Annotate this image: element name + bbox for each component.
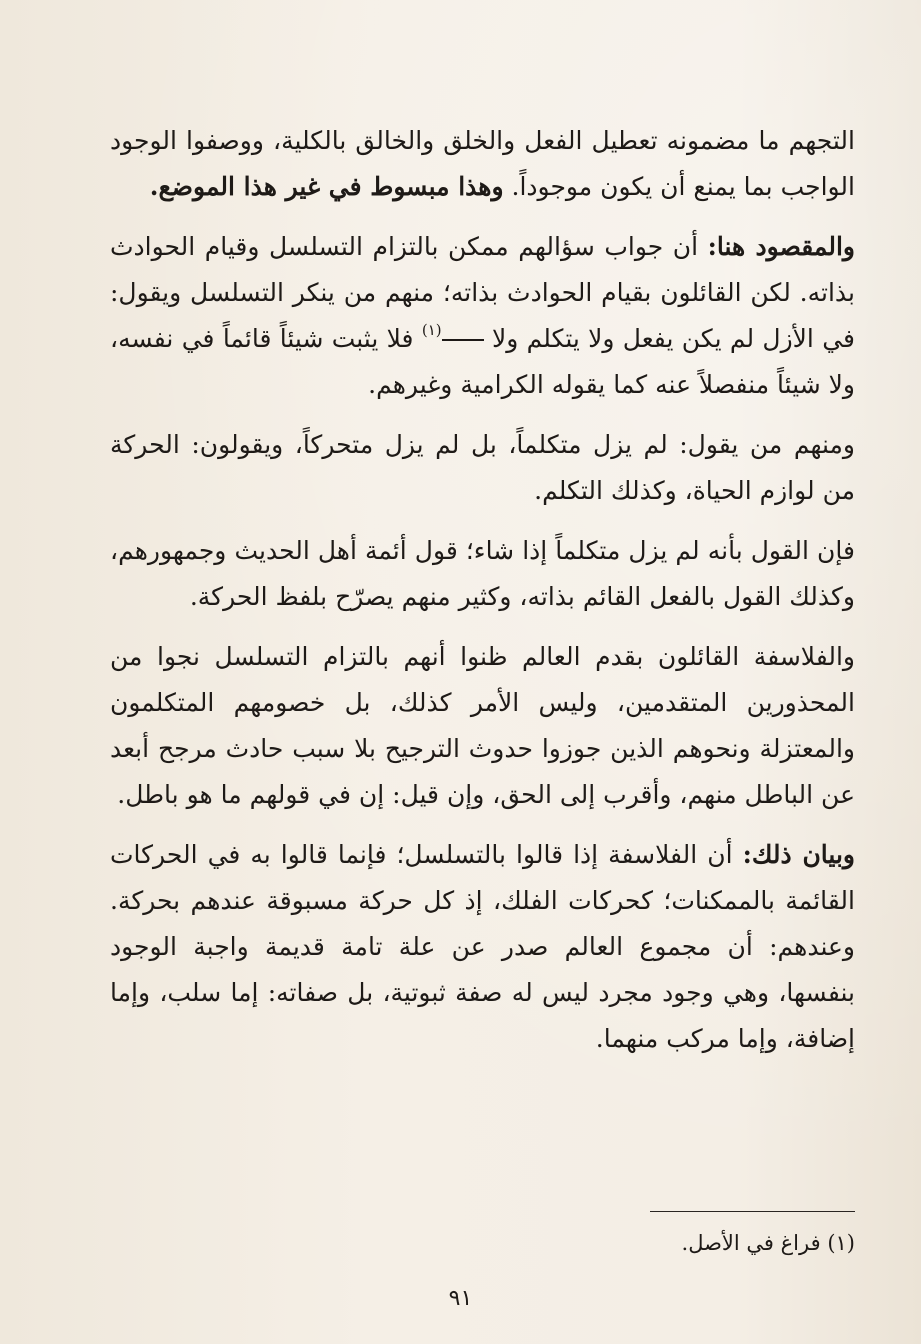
page-number: ٩١ xyxy=(448,1286,473,1311)
paragraph-4: فإن القول بأنه لم يزل متكلماً إذا شاء؛ قول أئمة أهل الحديث وجمهورهم، وكذلك القول بالفعل القائم بذاته، وكثير منهم يصرّح بلفظ الحركة. xyxy=(110,536,855,611)
paragraph-2 xyxy=(110,224,855,408)
paragraph-2-text-a: أن جواب سؤالهم ممكن بالتزام التسلسل وقيام الحوادث بذاته. لكن القائلون بقيام الحوادث بذاته؛ منهم من ينكر التسلسل ويقول: في الأزل لم يكن يفعل ولا يتكلم ولا xyxy=(110,232,855,353)
paragraph-1-bold: وهذا مبسوط في غير هذا الموضع. xyxy=(149,172,504,201)
paragraph-3: ومنهم من يقول: لم يزل متكلماً، بل لم يزل متحركاً، ويقولون: الحركة من لوازم الحياة، وكذلك التكلم. xyxy=(110,430,855,505)
footnote-reference: (١) xyxy=(421,321,442,339)
footnote-text: فراغ في الأصل. xyxy=(681,1231,821,1255)
paragraph-6-text: أن الفلاسفة إذا قالوا بالتسلسل؛ فإنما قالوا به في الحركات القائمة بالممكنات؛ كحركات الفلك، إذ كل حركة مسبوقة عندهم بحركة. وعندهم: أن مجموع العالم صدر عن علة تامة قديمة واجبة الوجود بنفسها، وهي وجود مجرد ليس له صفة ثبوتية، بل صفاته: إما سلب، وإما إضافة، وإما مركب منهما. xyxy=(110,840,855,1053)
main-text xyxy=(110,118,855,1076)
footnote-divider xyxy=(650,1211,855,1212)
paragraph-6-lead: وبيان ذلك: xyxy=(742,840,855,869)
blank-gap-line xyxy=(442,339,484,341)
paragraph-1 xyxy=(110,118,855,210)
paragraph-2-lead: والمقصود هنا: xyxy=(707,232,855,261)
footnote-marker: (١) xyxy=(827,1231,855,1255)
paragraph-6 xyxy=(110,832,855,1062)
footnote xyxy=(110,1226,855,1260)
paragraph-1-text: التجهم ما مضمونه تعطيل الفعل والخلق والخالق بالكلية، ووصفوا الوجود الواجب بما يمنع أن يكون موجوداً. xyxy=(110,126,855,201)
paragraph-5: والفلاسفة القائلون بقدم العالم ظنوا أنهم بالتزام التسلسل نجوا من المحذورين المتقدمين، وليس الأمر كذلك، بل خصومهم المتكلمون والمعتزلة ونحوهم الذين جوزوا حدوث الترجيح بلا سبب حادث مرجح أبعد عن الباطل منهم، وأقرب إلى الحق، وإن قيل: إن في قولهم ما هو باطل. xyxy=(110,642,855,809)
paragraph-2-text-b: فلا يثبت شيئاً قائماً في نفسه، ولا شيئاً منفصلاً عنه كما يقوله الكرامية وغيرهم. xyxy=(110,324,855,399)
